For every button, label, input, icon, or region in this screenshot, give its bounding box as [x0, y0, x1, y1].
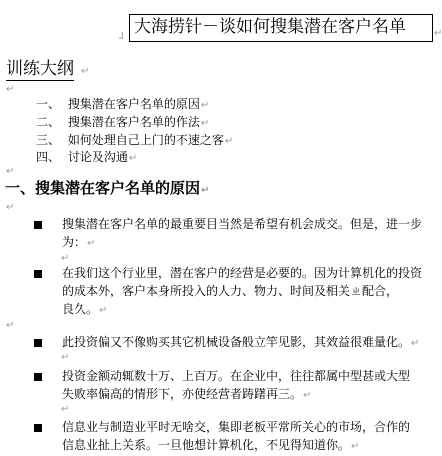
bullet-paragraph — [62, 333, 419, 353]
outline-item-text: 讨论及沟通 — [67, 150, 128, 164]
paragraph-line: 搜集潜在客户名单的最重要目当然是希望有机会成交。但是，进一步 — [62, 217, 423, 231]
paragraph-mark: ↵ — [61, 404, 70, 415]
paragraph-mark: ↵ — [200, 100, 210, 111]
paragraph-mark: ↵ — [6, 320, 15, 331]
paragraph-mark: ↵ — [200, 118, 210, 129]
bullet-paragraph — [62, 367, 410, 405]
paragraph-mark: ↵ — [6, 166, 15, 177]
outline-item-number: 二、 — [36, 115, 61, 129]
document-title-text: 大海捞针－谈如何搜集潜在客户名单 — [134, 17, 406, 37]
outline-item-number: 一、 — [36, 97, 61, 111]
bullet-square-icon — [34, 424, 42, 432]
outline-heading-text: 训练大纲 — [6, 59, 74, 79]
bullet-paragraph — [62, 215, 422, 253]
paragraph-mark: ↵ — [224, 136, 234, 147]
outline-item-number: 四、 — [36, 150, 61, 164]
section-heading-text: 一、搜集潜在客户名单的原因 — [5, 179, 201, 197]
outline-item — [36, 132, 233, 150]
paragraph-mark: ↵ — [434, 28, 442, 39]
outline-item-text: 搜集潜在客户名单的原因 — [67, 97, 200, 111]
outline-item — [36, 96, 209, 114]
bullet-square-icon — [34, 339, 42, 347]
document-title — [129, 14, 433, 42]
paragraph-mark: ↵ — [61, 253, 70, 264]
paragraph-mark: ↵ — [128, 153, 138, 164]
paragraph-line: 信息业扯上关系。一旦他想计算机化，不见得知道你。↵ — [62, 438, 360, 452]
outline-heading — [6, 58, 74, 81]
paragraph-mark: ↵ — [303, 390, 312, 401]
paragraph-mark: ↵ — [6, 84, 15, 95]
paragraph-line: 为：↵ — [62, 235, 96, 249]
bullet-square-icon — [34, 270, 42, 278]
paragraph-mark: ↵ — [87, 238, 96, 249]
paragraph-line: 失败率偏高的情形下，亦使经营者踌躇再三。↵ — [62, 387, 312, 401]
paragraph-line: 的成本外，客户本身所投入的人力、物力、时间及相关ㄓ配合， — [62, 284, 399, 298]
paragraph-mark: ↵ — [81, 66, 90, 77]
outline-item — [36, 114, 209, 132]
paragraph-mark: ↵ — [61, 352, 70, 363]
paragraph-line: 信息业与制造业平时无啥交，集即老板平常所关心的市场，合作的 — [62, 420, 411, 434]
outline-item-text: 如何处理自己上门的不速之客 — [67, 133, 224, 147]
section-heading — [5, 178, 209, 201]
paragraph-mark: ↵ — [351, 441, 360, 452]
paragraph-line: 良久。↵ — [62, 302, 108, 316]
paragraph-mark: ↵ — [99, 305, 108, 316]
outline-item — [36, 149, 137, 167]
bullet-square-icon — [34, 373, 42, 381]
bullet-paragraph — [62, 264, 422, 320]
bullet-square-icon — [34, 221, 42, 229]
paragraph-mark: ↵ — [201, 185, 210, 196]
corner-mark: ┘ — [119, 32, 126, 45]
paragraph-line: 此投资偏又不像购买其它机械设备般立竿见影，其效益很难量化。↵ — [62, 335, 420, 349]
paragraph-mark: ↵ — [411, 338, 420, 349]
bullet-paragraph — [62, 418, 410, 456]
paragraph-line: 投资金额动辄数十万、上百万。在企业中，往往都属中型甚或大型 — [62, 369, 411, 383]
outline-item-number: 三、 — [36, 133, 61, 147]
paragraph-line: 在我们这个行业里，潜在客户的经营是必要的。因为计算机化的投资 — [62, 266, 423, 280]
paragraph-mark: ↵ — [6, 202, 15, 213]
outline-item-text: 搜集潜在客户名单的作法 — [67, 115, 200, 129]
